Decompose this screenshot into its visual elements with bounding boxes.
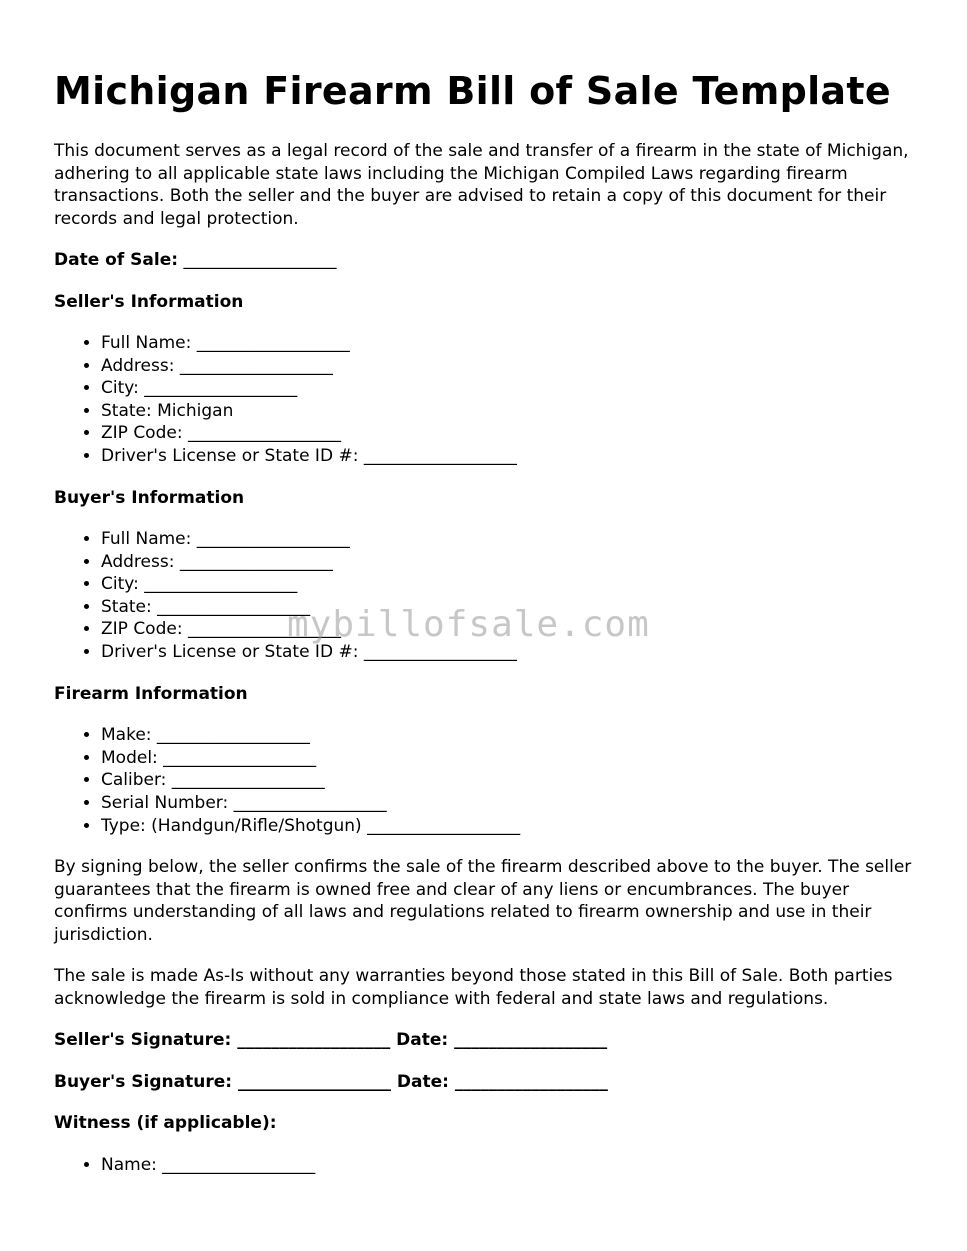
seller-heading: Seller's Information bbox=[54, 291, 244, 312]
witness-heading: Witness (if applicable): bbox=[54, 1113, 277, 1134]
list-item: • Name: __________________ bbox=[101, 1154, 924, 1177]
seller-signature-line: Seller's Signature: __________________ Date: __________________ bbox=[54, 1030, 608, 1051]
document-title: Michigan Firearm Bill of Sale Template bbox=[54, 69, 891, 113]
signing-paragraph: By signing below, the seller confirms the sale of the firearm described above to the buyer. The seller guarantees that the firearm is owned free and clear of any liens or encumbrances. The buyer confirms understanding of all laws and regulations related to firearm ownership and use in their jurisdiction. bbox=[54, 857, 912, 945]
list-item: • Driver's License or State ID #: __________________ bbox=[101, 445, 924, 468]
date-of-sale-label: Date of Sale: bbox=[54, 250, 179, 270]
list-item: • City: __________________ bbox=[101, 573, 924, 596]
as-is-paragraph: The sale is made As-Is without any warranties beyond those stated in this Bill of Sale. Both parties acknowledge the firearm is sold in compliance with federal and state laws and regulations. bbox=[54, 966, 893, 1009]
witness-list bbox=[54, 1154, 924, 1177]
list-item: • ZIP Code: __________________ bbox=[101, 422, 924, 445]
firearm-list bbox=[54, 724, 924, 837]
list-item: • State: Michigan bbox=[101, 400, 924, 423]
list-item: • State: __________________ bbox=[101, 596, 924, 619]
buyer-heading: Buyer's Information bbox=[54, 487, 245, 508]
seller-list bbox=[54, 332, 924, 468]
intro-paragraph: This document serves as a legal record of the sale and transfer of a firearm in the state of Michigan, adhering to all applicable state laws including the Michigan Compiled Laws regarding firearm transactions. Both the seller and the buyer are advised to retain a copy of this document for their records and legal protection. bbox=[54, 141, 909, 229]
list-item: • ZIP Code: __________________ bbox=[101, 618, 924, 641]
list-item: • Full Name: __________________ bbox=[101, 332, 924, 355]
watermark: mybillofsale.com bbox=[287, 604, 650, 645]
list-item: • Driver's License or State ID #: __________________ bbox=[101, 641, 924, 664]
list-item: • Model: __________________ bbox=[101, 747, 924, 770]
buyer-signature-line: Buyer's Signature: __________________ Date: __________________ bbox=[54, 1071, 608, 1092]
date-of-sale-blank: __________________ bbox=[183, 250, 337, 270]
list-item: • Address: __________________ bbox=[101, 551, 924, 574]
list-item: • Serial Number: __________________ bbox=[101, 792, 924, 815]
list-item: • Caliber: __________________ bbox=[101, 769, 924, 792]
list-item: • Type: (Handgun/Rifle/Shotgun) __________________ bbox=[101, 815, 924, 838]
date-of-sale-line bbox=[54, 249, 924, 272]
list-item: • Full Name: __________________ bbox=[101, 528, 924, 551]
list-item: • Address: __________________ bbox=[101, 355, 924, 378]
firearm-heading: Firearm Information bbox=[54, 683, 248, 704]
list-item: • Make: __________________ bbox=[101, 724, 924, 747]
list-item: • City: __________________ bbox=[101, 377, 924, 400]
